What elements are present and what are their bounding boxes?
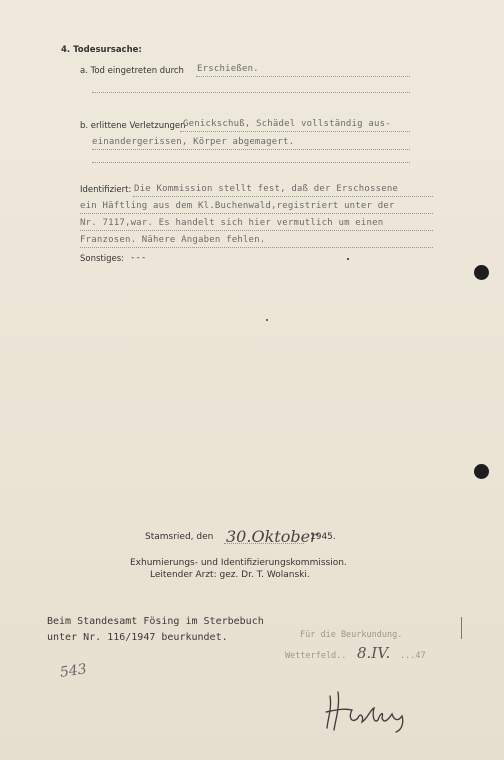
tod-label: a. Tod eingetreten durch (80, 66, 184, 76)
handwritten-signature (318, 688, 418, 734)
identifiziert-line-4: Franzosen. Nähere Angaben fehlen. (80, 235, 266, 245)
stamp-line-1: Für die Beurkundung. (300, 630, 403, 640)
identifiziert-line-1: Die Kommission stellt fest, daß der Erschossene (134, 184, 399, 194)
dotted-line (224, 543, 304, 544)
punch-hole-bottom (474, 464, 489, 479)
stamp-year: ...47 (400, 651, 426, 661)
dotted-line (180, 131, 410, 132)
dotted-line (80, 213, 433, 214)
tod-value: Erschießen. (197, 64, 259, 74)
date-value: 30.Oktober (226, 527, 318, 546)
ink-dot (347, 258, 349, 260)
dotted-line (80, 247, 433, 248)
place-label: Stamsried, den (145, 532, 214, 542)
doctor-signature-line: Leitender Arzt: gez. Dr. T. Wolanski. (150, 570, 310, 580)
dotted-line (133, 196, 433, 197)
sonstiges-label: Sonstiges: (80, 254, 125, 264)
punch-hole-top (474, 265, 489, 280)
verletzungen-line-2: einandergerissen, Körper abgemagert. (92, 137, 295, 147)
dotted-line (92, 149, 410, 150)
sonstiges-value: --- (130, 253, 147, 263)
ink-dot (266, 319, 268, 321)
dotted-line (92, 92, 410, 93)
section-heading: 4. Todesursache: (61, 45, 142, 55)
identifiziert-line-2: ein Häftling aus dem Kl.Buchenwald,registriert unter der (80, 201, 395, 211)
dotted-line (196, 76, 410, 77)
dotted-line (80, 230, 433, 231)
pencil-number: 543 (59, 661, 88, 681)
dotted-line (92, 162, 410, 163)
stamp-date: 8.IV. (357, 644, 391, 662)
identifiziert-line-3: Nr. 7117,war. Es handelt sich hier vermutlich um einen (80, 218, 384, 228)
identifiziert-label: Identifiziert: (80, 185, 132, 195)
year: 1945. (310, 532, 336, 542)
stamp-line-2: Wetterfeld.. (285, 651, 347, 661)
ink-mark (461, 617, 462, 639)
registry-line-2: unter Nr. 116/1947 beurkundet. (47, 632, 228, 643)
commission-title: Exhumierungs- und Identifizierungskommission. (130, 558, 347, 568)
registry-line-1: Beim Standesamt Fösing im Sterbebuch (47, 616, 264, 627)
verletzungen-label: b. erlittene Verletzungen (80, 121, 186, 131)
verletzungen-line-1: Genickschuß, Schädel vollständig aus- (183, 119, 391, 129)
